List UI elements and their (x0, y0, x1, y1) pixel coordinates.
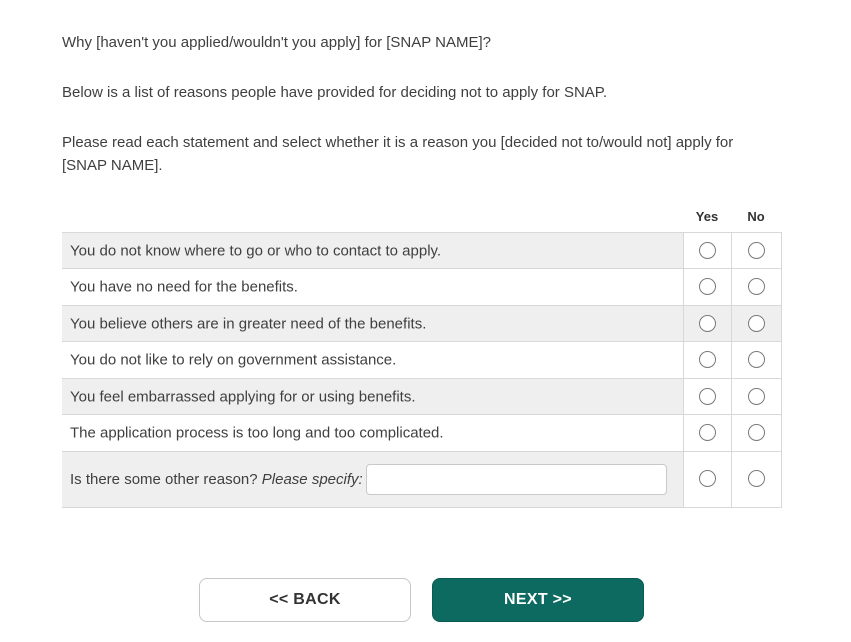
description-text: Below is a list of reasons people have provided for deciding not to apply for SNAP. (62, 84, 608, 101)
yes-radio-cell[interactable] (683, 232, 731, 269)
no-radio-cell[interactable] (731, 415, 781, 452)
next-button[interactable]: NEXT >> (432, 578, 644, 622)
yes-radio[interactable] (699, 470, 716, 487)
table-row (62, 378, 781, 415)
statement-text: You feel embarrassed applying for or using benefits. (70, 388, 416, 406)
table-row (62, 232, 781, 269)
statement-cell (62, 415, 683, 452)
statement-cell (62, 378, 683, 415)
no-radio-cell[interactable] (731, 378, 781, 415)
statement-text: You believe others are in greater need of the benefits. (70, 315, 427, 333)
no-radio[interactable] (748, 315, 765, 332)
yes-radio-cell[interactable] (683, 451, 731, 507)
yes-radio-cell[interactable] (683, 415, 731, 452)
no-radio-cell[interactable] (731, 342, 781, 379)
table-row (62, 269, 781, 306)
yes-radio[interactable] (699, 351, 716, 368)
no-radio-cell[interactable] (731, 232, 781, 269)
yes-column-header: Yes (695, 208, 719, 224)
no-radio[interactable] (748, 388, 765, 405)
no-radio-cell[interactable] (731, 269, 781, 306)
no-radio-cell[interactable] (731, 305, 781, 342)
intro-text-block (62, 31, 781, 177)
no-radio-cell[interactable] (731, 451, 781, 507)
no-radio[interactable] (748, 351, 765, 368)
table-header-row (62, 204, 781, 232)
yes-radio-cell[interactable] (683, 342, 731, 379)
table-row (62, 415, 781, 452)
table-row (62, 451, 781, 507)
statement-text: Is there some other reason? Please specify: (70, 470, 363, 488)
no-radio[interactable] (748, 278, 765, 295)
reasons-table-body (62, 232, 781, 507)
statement-cell (62, 232, 683, 269)
no-column-header: No (747, 208, 765, 224)
statement-cell (62, 269, 683, 306)
statement-text: The application process is too long and too complicated. (70, 424, 444, 442)
statement-cell (62, 451, 683, 507)
yes-radio-cell[interactable] (683, 269, 731, 306)
instruction-text: Please read each statement and select whether it is a reason you [decided not to/would not] apply for [SNAP NAME]. (62, 134, 734, 174)
please-specify-label: Please specify: (261, 470, 363, 488)
no-radio[interactable] (748, 242, 765, 259)
statement-column-header (62, 204, 683, 232)
statement-cell (62, 342, 683, 379)
statement-text: You have no need for the benefits. (70, 278, 298, 296)
no-radio[interactable] (748, 470, 765, 487)
back-button[interactable]: << BACK (199, 578, 411, 622)
yes-radio[interactable] (699, 315, 716, 332)
no-radio[interactable] (748, 424, 765, 441)
navigation-buttons (62, 578, 781, 622)
yes-radio-cell[interactable] (683, 378, 731, 415)
other-reason-input[interactable] (366, 464, 667, 495)
statement-cell (62, 305, 683, 342)
question-text: Why [haven't you applied/wouldn't you apply] for [SNAP NAME]? (62, 34, 492, 51)
yes-radio[interactable] (699, 424, 716, 441)
table-row (62, 305, 781, 342)
yes-radio[interactable] (699, 242, 716, 259)
yes-radio[interactable] (699, 278, 716, 295)
statement-text: You do not like to rely on government assistance. (70, 351, 397, 369)
table-row (62, 342, 781, 379)
yes-radio[interactable] (699, 388, 716, 405)
yes-radio-cell[interactable] (683, 305, 731, 342)
statement-text: You do not know where to go or who to contact to apply. (70, 242, 442, 260)
reasons-table (62, 204, 782, 508)
